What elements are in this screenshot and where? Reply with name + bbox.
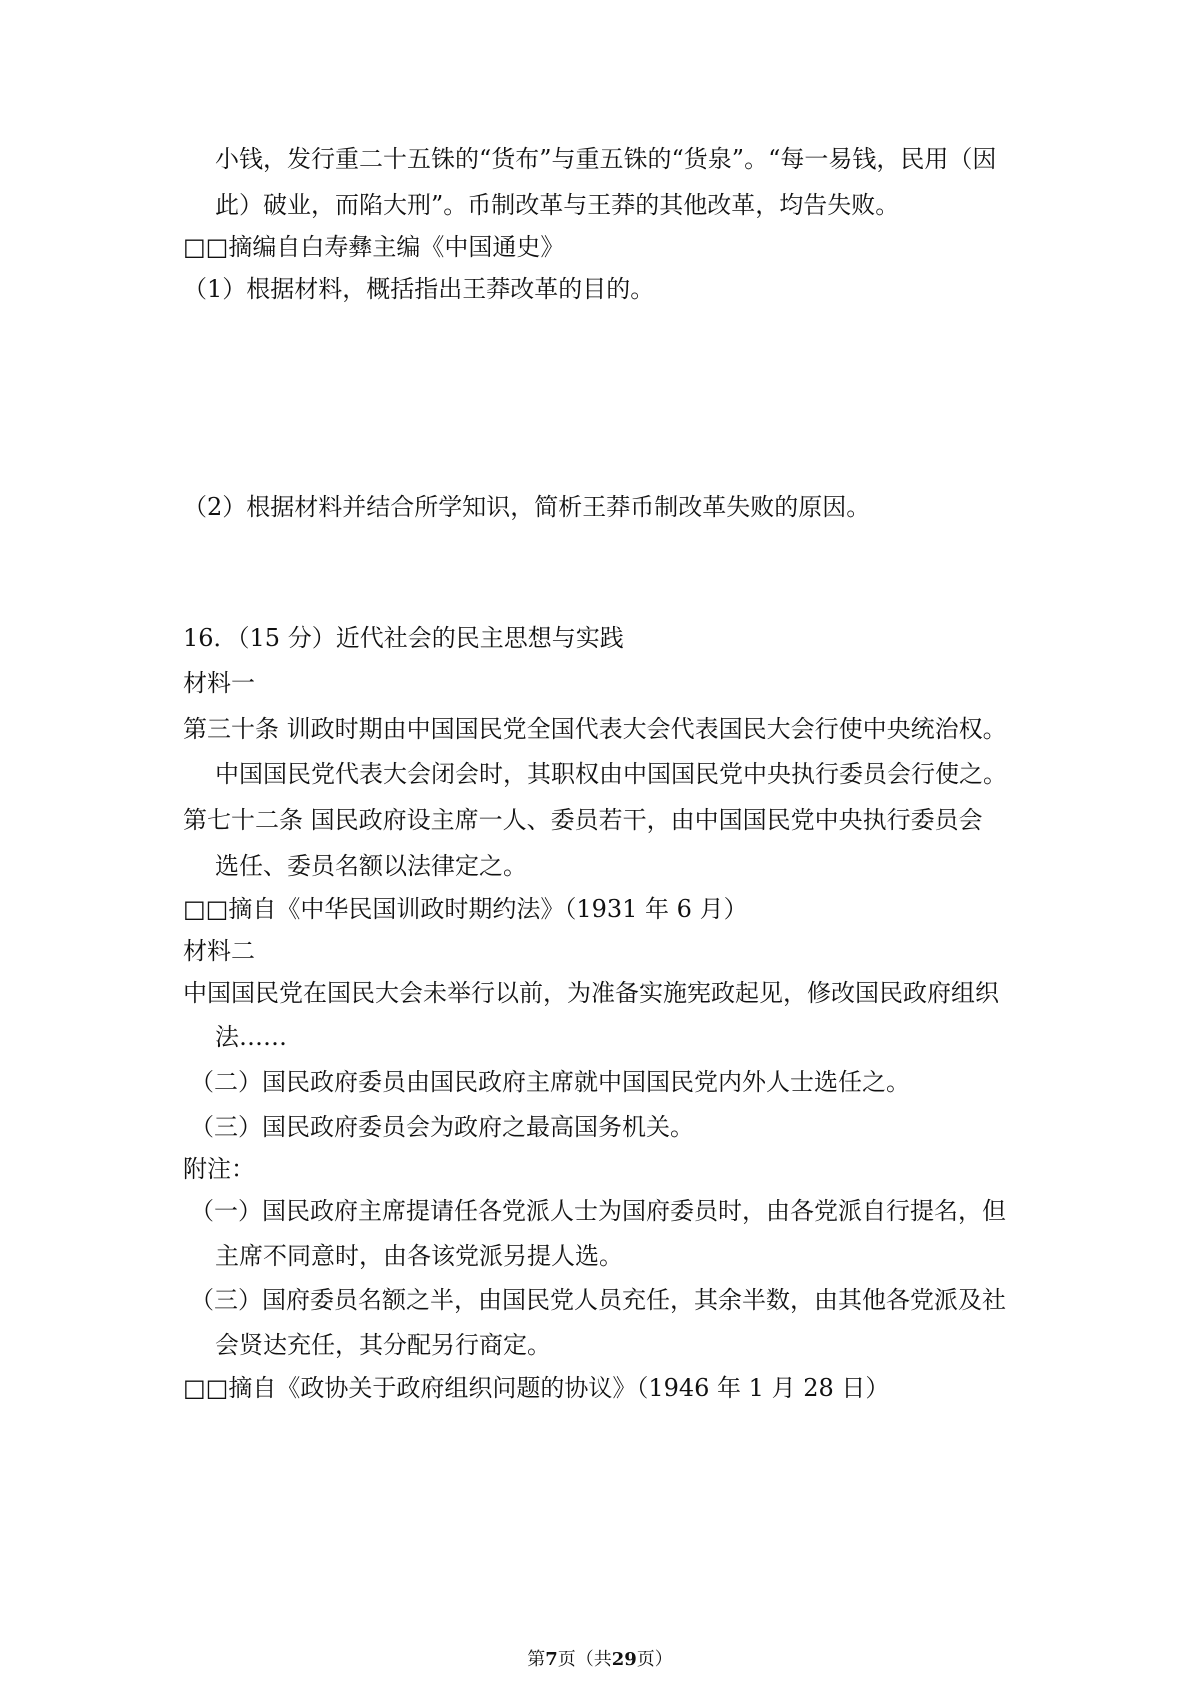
question-2: （2）根据材料并结合所学知识，简析王莽币制改革失败的原因。 bbox=[183, 493, 871, 521]
page-footer bbox=[0, 1648, 1200, 1672]
material-1-heading: 材料一 bbox=[183, 669, 255, 697]
footer-suffix: 页） bbox=[636, 1649, 673, 1670]
footer-page-number: 7 bbox=[545, 1649, 558, 1670]
footer-total-pages: 29 bbox=[611, 1649, 637, 1670]
footer-middle: 页（共 bbox=[557, 1649, 612, 1670]
text-line: 第三十条 训政时期由中国国民党全国代表大会代表国民大会行使中央统治权。 bbox=[183, 715, 1007, 743]
text-line: 会贤达充任，其分配另行商定。 bbox=[215, 1331, 551, 1359]
source-citation: □□摘编自白寿彝主编《中国通史》 bbox=[183, 233, 565, 261]
text-line: 此）破业，而陷大刑”。币制改革与王莽的其他改革，均告失败。 bbox=[215, 191, 900, 219]
text-line: 第七十二条 国民政府设主席一人、委员若干，由中国国民党中央执行委员会 bbox=[183, 806, 983, 834]
text-line: （二）国民政府委员由国民政府主席就中国国民党内外人士选任之。 bbox=[190, 1068, 910, 1096]
text-line: （一）国民政府主席提请任各党派人士为国府委员时，由各党派自行提名，但 bbox=[190, 1197, 1006, 1225]
note-heading: 附注： bbox=[183, 1155, 255, 1183]
text-line: （三）国民政府委员会为政府之最高国务机关。 bbox=[190, 1113, 694, 1141]
source-citation: □□摘自《政协关于政府组织问题的协议》（1946 年 1 月 28 日） bbox=[183, 1374, 890, 1402]
text-line: 主席不同意时，由各该党派另提人选。 bbox=[215, 1242, 623, 1270]
text-line: 选任、委员名额以法律定之。 bbox=[215, 852, 527, 880]
text-line: 中国国民党代表大会闭会时，其职权由中国国民党中央执行委员会行使之。 bbox=[215, 760, 1007, 788]
source-citation: □□摘自《中华民国训政时期约法》（1931 年 6 月） bbox=[183, 895, 748, 923]
text-line: 小钱，发行重二十五铢的“货布”与重五铢的“货泉”。“每一易钱，民用（因 bbox=[215, 145, 997, 173]
question-1: （1）根据材料，概括指出王莽改革的目的。 bbox=[183, 275, 655, 303]
text-line: 中国国民党在国民大会未举行以前，为准备实施宪政起见，修改国民政府组织 bbox=[183, 979, 999, 1007]
footer-prefix: 第 bbox=[527, 1649, 546, 1670]
text-line: 法…… bbox=[215, 1023, 287, 1051]
question-16-heading: 16．（15 分）近代社会的民主思想与实践 bbox=[183, 624, 624, 652]
material-2-heading: 材料二 bbox=[183, 937, 255, 965]
text-line: （三）国府委员名额之半，由国民党人员充任，其余半数，由其他各党派及社 bbox=[190, 1286, 1006, 1314]
